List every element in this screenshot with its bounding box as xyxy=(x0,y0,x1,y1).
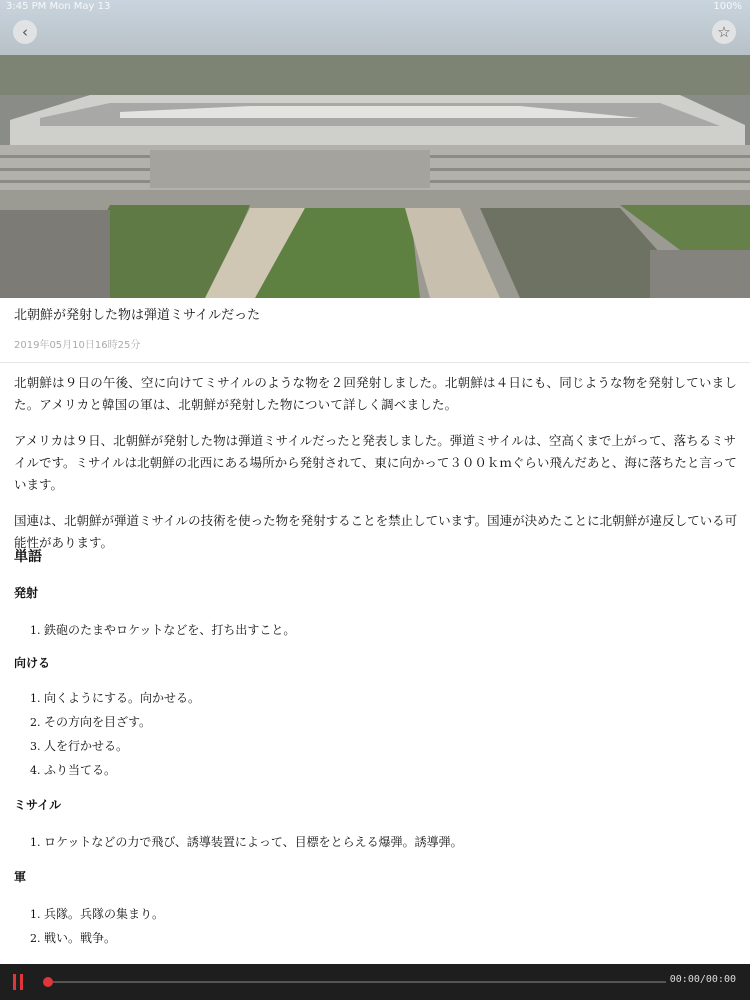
article-paragraph: 国連は、北朝鮮が弾道ミサイルの技術を使った物を発射することを禁止しています。国連が決めたことに北朝鮮が違反している可能性があります。 xyxy=(14,513,738,550)
article-header xyxy=(14,300,740,351)
back-button[interactable] xyxy=(13,20,37,44)
definition-item: 3. 人を行かせる。 xyxy=(44,734,200,758)
vocab-word: 軍 xyxy=(14,870,27,884)
progress-track[interactable] xyxy=(46,981,666,983)
definition-item: 2. その方向を目ざす。 xyxy=(44,710,200,734)
status-bar xyxy=(0,0,750,14)
audio-player xyxy=(0,964,750,1000)
definition-item: 1. 鉄砲のたまやロケットなどを、打ち出すこと。 xyxy=(44,618,295,642)
pause-icon xyxy=(13,974,16,990)
definition-item: 1. 向くようにする。向かせる。 xyxy=(44,686,200,710)
definition-item: 1. ロケットなどの力で飛び、誘導装置によって、目標をとらえる爆弾。誘導弾。 xyxy=(44,830,463,854)
progress-knob[interactable] xyxy=(43,977,53,987)
article-photo xyxy=(0,0,750,298)
article-date: 2019年05月10日16時25分 xyxy=(14,340,141,351)
definition-item: 1. 兵隊。兵隊の集まり。 xyxy=(44,902,164,926)
star-icon: ☆ xyxy=(717,23,731,41)
vocab-definitions xyxy=(28,830,463,854)
status-time: 3:45 PM Mon May 13 xyxy=(6,1,111,12)
battery-level: 100% xyxy=(713,1,742,12)
vocab-definitions xyxy=(28,618,295,642)
pentagon-aerial-image xyxy=(0,0,750,298)
vocab-definitions xyxy=(28,902,164,950)
vocab-word: 向ける xyxy=(14,656,51,670)
definition-item: 2. 戦い。戦争。 xyxy=(44,926,164,950)
favorite-button[interactable] xyxy=(712,20,736,44)
article-body xyxy=(14,372,738,568)
chevron-left-icon: ‹ xyxy=(22,23,28,41)
vocab-word: 発射 xyxy=(14,586,39,600)
article-paragraph: アメリカは９日、北朝鮮が発射した物は弾道ミサイルだったと発表しました。弾道ミサイルは、空高くまで上がって、落ちるミサイルです。ミサイルは北朝鮮の北西にある場所から発射されて、東に向かって３００ｋｍぐらい飛んだあと、海に落ちたと言っています。 xyxy=(14,433,737,492)
vocab-word: ミサイル xyxy=(14,798,62,812)
vocabulary-heading: 単語 xyxy=(14,549,42,565)
playback-time: 00:00/00:00 xyxy=(669,974,736,985)
vocabulary-section xyxy=(14,546,734,945)
pause-button[interactable] xyxy=(12,974,26,990)
vocab-definitions xyxy=(28,686,200,782)
pause-icon-bar xyxy=(20,974,23,990)
article-title: 北朝鮮が発射した物は弾道ミサイルだった xyxy=(14,308,261,323)
definition-item: 4. ふり当てる。 xyxy=(44,758,200,782)
divider xyxy=(0,362,750,363)
article-paragraph: 北朝鮮は９日の午後、空に向けてミサイルのような物を２回発射しました。北朝鮮は４日にも、同じような物を発射していました。アメリカと韓国の軍は、北朝鮮が発射した物について詳しく調べました。 xyxy=(14,375,738,412)
